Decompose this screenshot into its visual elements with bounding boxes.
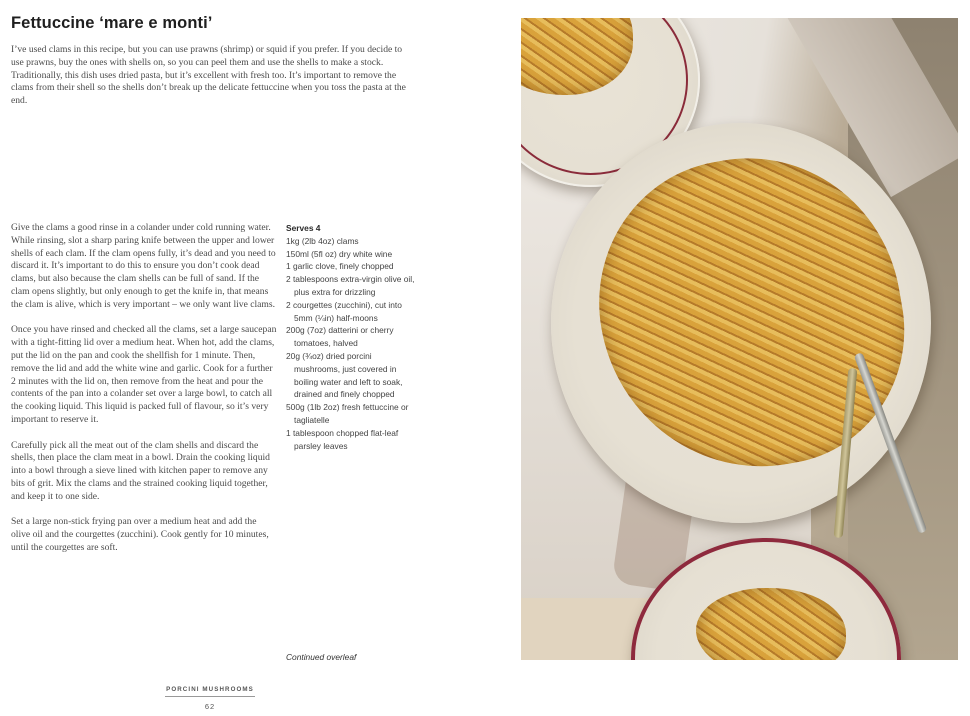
method-step: Give the clams a good rinse in a colander under cold running water. While rinsing, slot a sharp paring knife between the upper and lower shells of each clam. If the clam opens fully, it’s dead and you need to discard it. It’s important to do this to ensure you don’t cook dead clams, but also because the clam shells can be full of sand. If the clam opens slightly, but only enough to get the knife in, that means the clam is alive, which is very important – we only want live clams. bbox=[11, 222, 276, 310]
section-name: PORCINI MUSHROOMS bbox=[165, 686, 255, 697]
method-steps bbox=[11, 222, 277, 568]
recipe-title: Fettuccine ‘mare e monti’ bbox=[11, 14, 213, 32]
page-number: 62 bbox=[204, 702, 216, 711]
ingredient-item: 2 tablespoons extra-virgin olive oil, plus extra for drizzling bbox=[286, 274, 415, 297]
ingredient-item: 200g (7oz) datterini or cherry tomatoes, halved bbox=[286, 325, 394, 349]
ingredient-item: 1 garlic clove, finely chopped bbox=[286, 261, 394, 272]
ingredient-item: 1kg (2lb 4oz) clams bbox=[286, 235, 359, 246]
ingredient-item: 2 courgettes (zucchini), cut into 5mm (¼in) half-moons bbox=[286, 299, 402, 323]
ingredient-item: 20g (¾oz) dried porcini mushrooms, just covered in boiling water and left to soak, drained and finely chopped bbox=[286, 350, 403, 400]
pasta-portion bbox=[521, 18, 633, 95]
method-step: Once you have rinsed and checked all the clams, set a large saucepan with a tight-fitting lid over a medium heat. When hot, add the clams, put the lid on the pan and cook the shellfish for 1 minute. Then, remove the lid and add the white wine and garlic. Cook for a further 2 minutes with the lid on, then remove from the heat and pour the contents of the pan into a colander set over a large bowl, to catch all the cooking liquid. This liquid is packed full of flavour, so it’s very important to reserve it. bbox=[11, 324, 277, 425]
ingredient-item: 1 tablespoon chopped flat-leaf parsley leaves bbox=[286, 427, 399, 451]
page-footer bbox=[165, 686, 255, 711]
method-step: Carefully pick all the meat out of the clam shells and discard the shells, then place the clam meat in a bowl. Drain the cooking liquid into a bowl through a sieve lined with kitchen paper to remove any bits of grit. Mix the clams and the strained cooking liquid together, and keep it to one side. bbox=[11, 439, 270, 502]
ingredient-item: 500g (1lb 2oz) fresh fettuccine or tagliatelle bbox=[286, 402, 409, 425]
ingredients-list bbox=[286, 222, 416, 452]
continued-overleaf-note: Continued overleaf bbox=[286, 652, 357, 662]
method-step: Set a large non-stick frying pan over a medium heat and add the olive oil and the courgettes (zucchini). Cook gently for 10 minutes, until the courgettes are soft. bbox=[11, 516, 269, 553]
recipe-intro: I’ve used clams in this recipe, but you can use prawns (shrimp) or squid if you prefer. If you decide to use prawns, buy the ones with shells on, so you can peel them and use the shells to make a stock. Traditionally, this dish uses dried pasta, but it’s excellent with fresh too. It’s important to remove the clams from their shell so the shells don’t break up the delicate fettuccine when you toss the pasta at the end. bbox=[11, 44, 406, 107]
ingredient-item: 150ml (5fl oz) dry white wine bbox=[286, 248, 393, 259]
recipe-photo bbox=[521, 18, 958, 660]
serves-label: Serves 4 bbox=[286, 223, 321, 233]
